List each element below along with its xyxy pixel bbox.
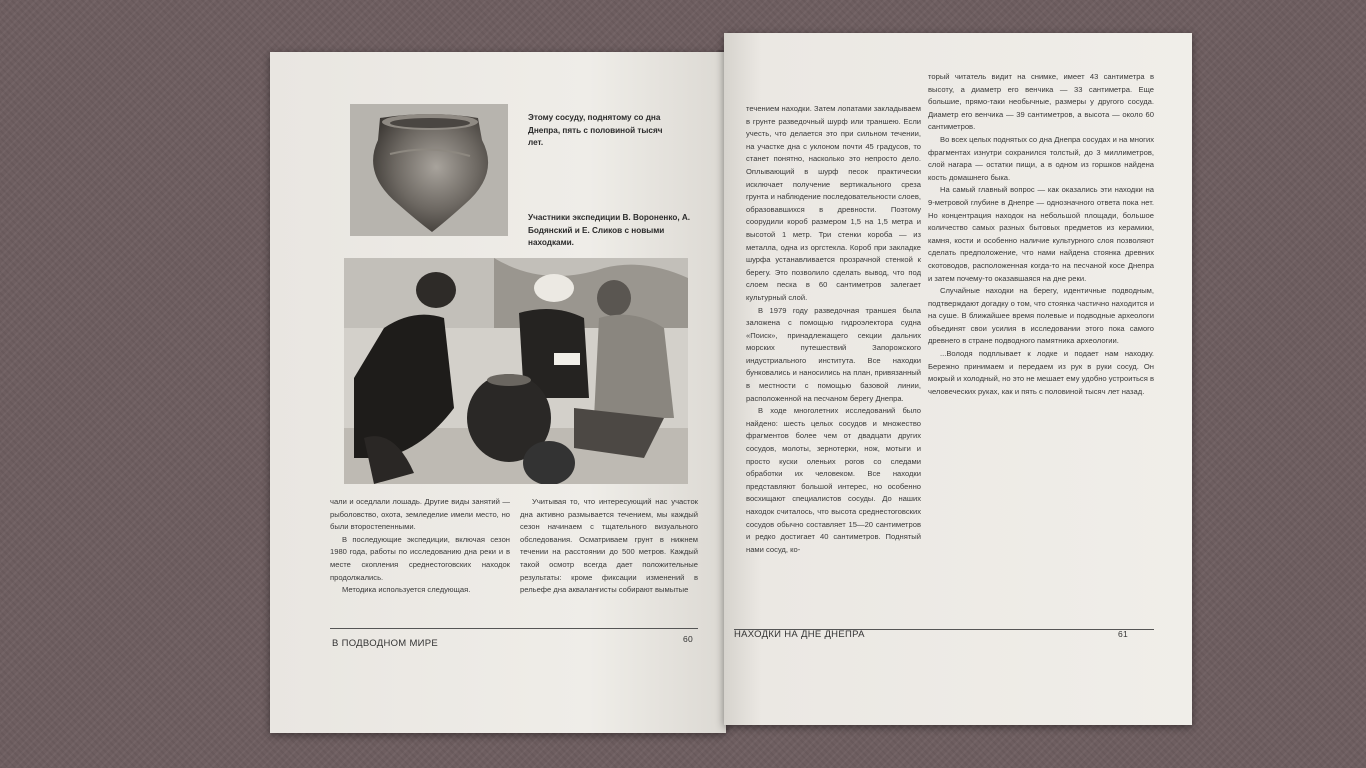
paragraph: В ходе многолетних исследований было найдено: шесть целых сосудов и множество фрагментов более чем от двадцати других сосудов, молоты, зернотерки, нож, мотыги и просто куски оленьих рогов со следами обработки их человеком. Все находки представляют большой интерес, но особенно восхищают специалистов сосуды. До наших находок считалось, что высота среднестоговских сосудов обычно составляет 15—20 сантиметров и редко достигает 40 сантиметров. Поднятый нами сосуд, ко- — [746, 406, 921, 554]
right-page — [724, 33, 1192, 725]
footer-rule — [330, 628, 698, 629]
vase-photo — [350, 104, 508, 236]
paragraph: Учитывая то, что интересующий нас участок дна активно размывается течением, мы каждый сезон начинаем с тщательного визуального обследования. Осматриваем грунт в нижнем течении на расстоянии до 500 метров. Каждый такой осмотр всегда дает положительные результаты: кроме фиксации изменений в рельефе дна аквалангисты собирают вымытые — [520, 497, 698, 595]
paragraph: Случайные находки на берегу, идентичные подводным, подтверждают догадку о том, что стоянка частично находится и на суше. В ближайшее время полевые и подводные археологи объединят свои усилия в исследовании этого пока самого древнего в стране подводного памятника археологии. — [928, 286, 1154, 346]
people-photo-caption: Участники экспедиции В. Вороненко, А. Бодянский и Е. Сликов с новыми находками. — [528, 213, 691, 247]
paragraph: На самый главный вопрос — как оказались эти находки на 9-метровой глубине в Днепре — однозначного ответа пока нет. Но концентрация находок на небольшой площади, большое количество самых разных бытовых предметов из керамики, камня, кости и особенно наличие культурного слоя позволяют сделать предположение, что нами найдена стоянка древних скотоводов, расположенная когда-то на песчаной косе Днепра и затем почему-то оказавшаяся на дне реки. — [928, 185, 1154, 283]
right-text-column-2 — [928, 71, 1154, 398]
vase-caption: Этому сосуду, поднятому со дна Днепра, пять с половиной тысяч лет. — [528, 113, 663, 147]
left-text-column-1 — [330, 496, 510, 597]
left-text-column-2 — [520, 496, 698, 597]
page-number: 60 — [683, 634, 694, 644]
left-page — [270, 52, 726, 733]
running-title: В ПОДВОДНОМ МИРЕ — [332, 638, 439, 649]
paragraph: Методика используется следующая. — [342, 585, 471, 595]
paragraph: торый читатель видит на снимке, имеет 43 сантиметра в высоту, а диаметр его венчика — 33 сантиметра. Еще большие, прямо-таки необычные, размеры у другого сосуда. Диаметр его венчика — 39 сантиметров, а высота — около 60 сантиметров. — [928, 72, 1154, 132]
paragraph: ...Володя подплывает к лодке и подает нам находку. Бережно принимаем и передаем из рук в руки сосуд. Он мокрый и холодный, но это не мешает ему удобно устроиться в человеческих руках, как и пять с половиной тысяч лет назад. — [928, 349, 1154, 396]
paragraph: В 1979 году разведочная траншея была заложена с помощью гидроэлектора судна «Поиск», принадлежащего секции дальних морских путешествий Запорожского индустриального института. Все находки бунковались и наносились на план, привязанный в местности с помощью базовой линии, расположенной на песчаном берегу Днепра. — [746, 305, 921, 403]
paragraph: Во всех целых поднятых со дна Днепра сосудах и на многих фрагментах изнутри сохранился толстый, до 3 миллиметров, слой нагара — остатки пищи, а в одном из горшков найдена кость домашнего быка. — [928, 134, 1154, 182]
paragraph: чали и оседлали лошадь. Другие виды занятий — рыболовство, охота, земледелие имели место, но были второстепенными. — [330, 497, 510, 532]
paragraph: В последующие экспедиции, включая сезон 1980 года, работы по исследованию дна реки и в месте скопления среднестоговских находок продолжались. — [330, 534, 510, 582]
paragraph: течением находки. Затем лопатами закладываем в грунте разведочный шурф или траншею. Если учесть, что делается это при сильном течении, на участке дна с уклоном почти 45 градусов, то станет понятно, насколько это непросто дело. Оплывающий в шурф песок практически исключает получение вертикального среза грунта и наблюдение последовательности слоев, образовавшихся в древности. Поэтому соорудили короб размером 1,5 на 1,5 метра и высотой 1 метр. Три стенки короба — из металла, одна из оргстекла. Короб при закладке шурфа устанавливается прозрачной стенкой к берегу. Это позволило сделать вывод, что под слоем песка в 60 сантиметров залегает культурный слой. — [746, 104, 921, 302]
right-text-column-1 — [746, 103, 921, 556]
running-title: НАХОДКИ НА ДНЕ ДНЕПРА — [734, 629, 865, 640]
page-number: 61 — [1118, 629, 1129, 639]
expedition-photo — [344, 258, 688, 484]
